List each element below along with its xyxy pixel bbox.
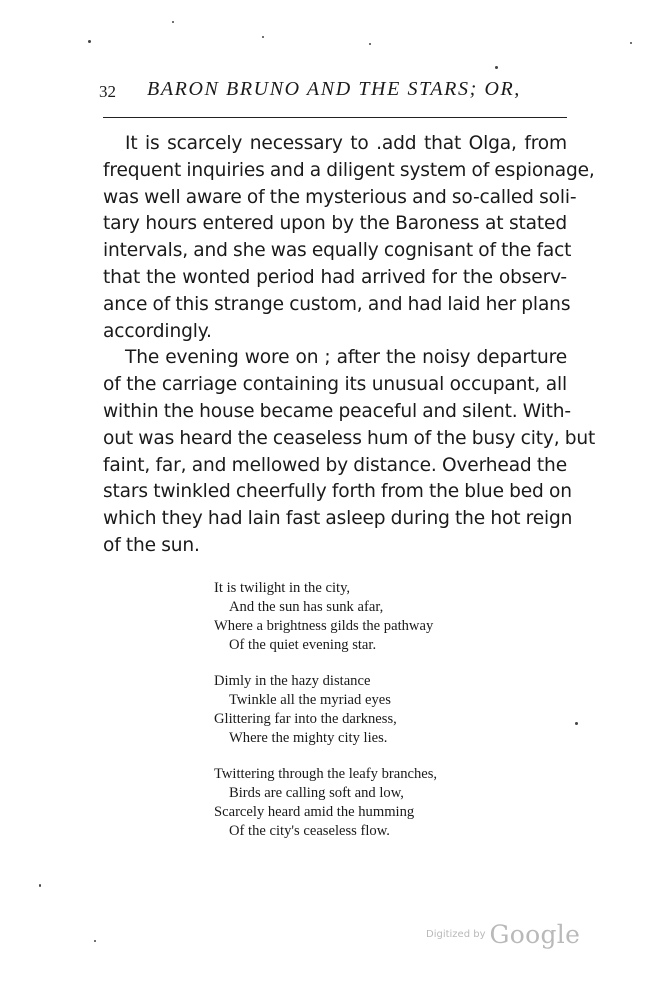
paragraph-1 xyxy=(103,131,595,345)
digitized-watermark xyxy=(426,920,580,949)
watermark-prefix: Digitized by xyxy=(426,929,486,940)
text-line: which they had lain fast asleep during the hot reign xyxy=(103,508,573,530)
poem-line: Where a brightness gilds the pathway xyxy=(214,618,434,634)
poem-stanza xyxy=(214,765,514,841)
text-line: tary hours entered upon by the Baroness at stated xyxy=(103,213,567,235)
poem-line: Scarcely heard amid the humming xyxy=(214,804,415,820)
scan-speck xyxy=(495,66,498,69)
scan-speck xyxy=(88,40,91,43)
poem-line: Twittering through the leafy branches, xyxy=(214,766,438,782)
scan-speck xyxy=(630,42,632,44)
body-text xyxy=(103,131,596,560)
scan-speck xyxy=(94,940,96,942)
poem-line: It is twilight in the city, xyxy=(214,580,351,596)
paragraph-2 xyxy=(103,345,596,559)
text-line: within the house became peaceful and silent. With- xyxy=(103,400,571,422)
scan-speck xyxy=(172,21,174,23)
running-title: BARON BRUNO AND THE STARS; OR, xyxy=(147,78,521,100)
scan-speck xyxy=(39,884,41,887)
running-header xyxy=(99,78,565,108)
header-rule xyxy=(103,117,567,118)
poem-line: Of the quiet evening star. xyxy=(229,637,377,653)
page-number: 32 xyxy=(99,82,116,101)
poem-line: Birds are calling soft and low, xyxy=(229,785,404,801)
text-line: intervals, and she was equally cognisant of the fact xyxy=(103,240,572,262)
text-line: of the carriage containing its unusual occupant, all xyxy=(103,374,567,396)
text-line: faint, far, and mellowed by distance. Overhead the xyxy=(103,454,567,476)
text-line: was well aware of the mysterious and so-called soli- xyxy=(103,186,577,208)
text-line: out was heard the ceaseless hum of the busy city, but xyxy=(103,427,596,449)
text-line: The evening wore on ; after the noisy departure xyxy=(125,347,567,369)
scan-speck xyxy=(262,36,264,38)
text-line: It is scarcely necessary to .add that Olga, from xyxy=(125,133,567,154)
poem-line: And the sun has sunk afar, xyxy=(229,599,384,615)
poem xyxy=(214,579,514,858)
text-line: frequent inquiries and a diligent system of espionage, xyxy=(103,159,595,181)
scan-speck xyxy=(369,43,371,45)
text-line: stars twinkled cheerfully forth from the blue bed on xyxy=(103,481,572,503)
poem-line: Of the city's ceaseless flow. xyxy=(229,823,390,839)
poem-line: Twinkle all the myriad eyes xyxy=(229,692,391,708)
text-line: accordingly. xyxy=(103,320,212,342)
poem-line: Dimly in the hazy distance xyxy=(214,673,371,689)
poem-stanza xyxy=(214,579,514,655)
text-line: that the wonted period had arrived for the observ- xyxy=(103,266,567,288)
poem-line: Where the mighty city lies. xyxy=(229,730,388,746)
scan-speck xyxy=(575,722,578,725)
text-line: ance of this strange custom, and had laid her plans xyxy=(103,293,571,315)
text-line: of the sun. xyxy=(103,534,200,556)
poem-stanza xyxy=(214,672,514,748)
poem-line: Glittering far into the darkness, xyxy=(214,711,397,727)
watermark-brand: Google xyxy=(489,920,581,949)
